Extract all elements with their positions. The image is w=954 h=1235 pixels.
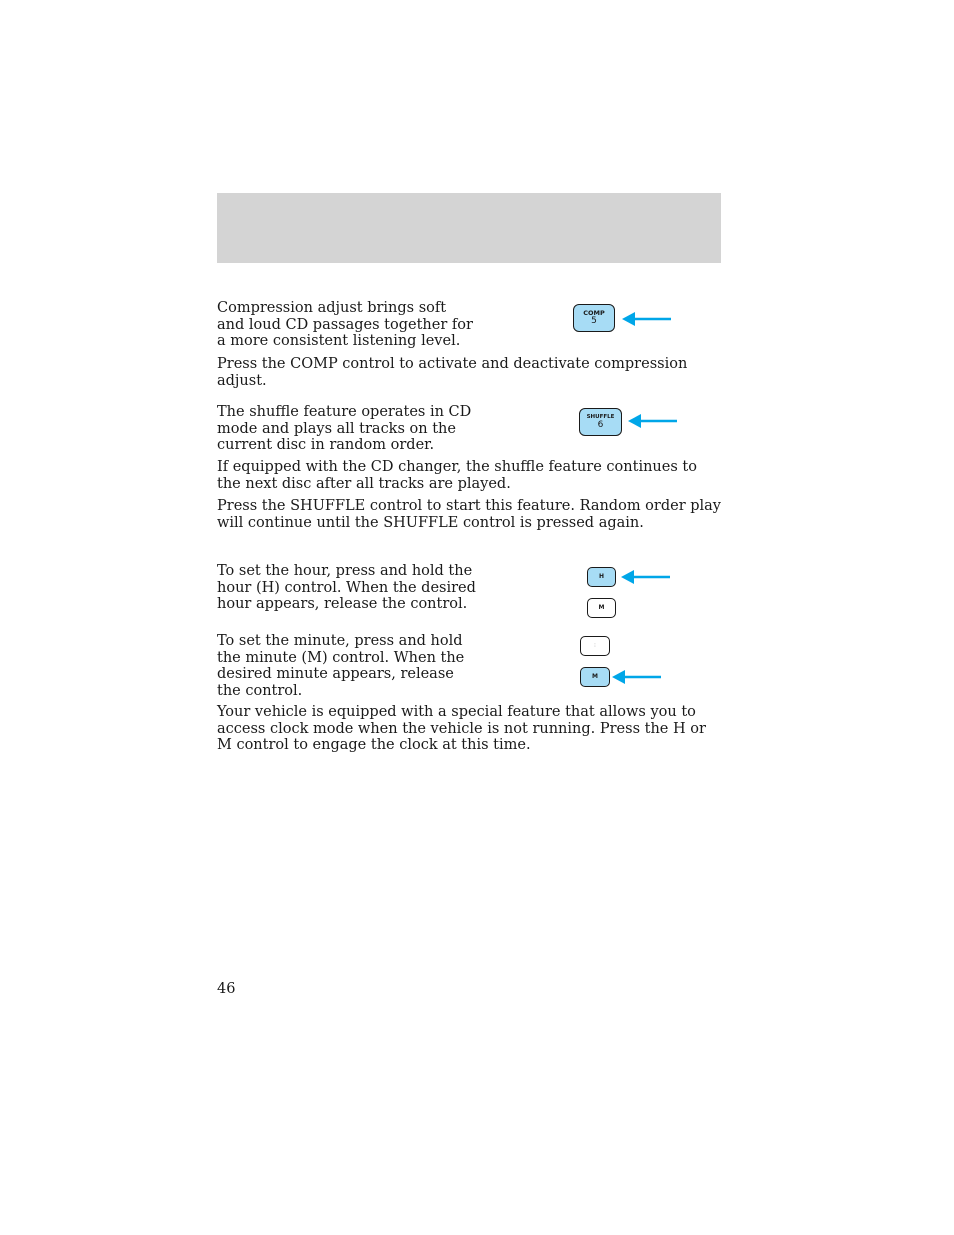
comp-5-button-illustration xyxy=(573,304,615,332)
hour-button-illustration xyxy=(587,567,616,587)
comp-instruction-text: Press the COMP control to activate and deactivate compression adjust. xyxy=(217,356,688,389)
comp-button-label: COMP xyxy=(583,309,605,317)
arrow-left-icon xyxy=(620,569,672,585)
shuffle-6-button-illustration xyxy=(579,408,622,436)
clock-hour-text: To set the hour, press and hold the hour (H) control. When the desired hour appears, release the control. xyxy=(217,563,476,612)
shuffle-button-number: 6 xyxy=(597,420,604,430)
minute-button-label: M xyxy=(598,604,605,611)
section-header-band xyxy=(217,193,721,263)
minute-button-lit-illustration xyxy=(580,667,610,687)
clock-special-feature-text: Your vehicle is equipped with a special feature that allows you to access clock mode when the vehicle is not running. Press the H or M control to engage the clock at this time. xyxy=(217,704,706,753)
shuffle-button-label: SHUFFLE xyxy=(586,414,615,420)
shuffle-changer-note: If equipped with the CD changer, the shuffle feature continues to the next disc after all tracks are played. xyxy=(217,459,697,492)
shuffle-instruction-text: Press the SHUFFLE control to start this feature. Random order play will continue until the SHUFFLE control is pressed again. xyxy=(217,498,721,531)
arrow-left-icon xyxy=(627,413,679,429)
comp-intro-text: Compression adjust brings soft and loud CD passages together for a more consistent listening level. xyxy=(217,300,473,349)
arrow-left-icon xyxy=(621,311,673,327)
page-number: 46 xyxy=(217,981,236,997)
hour-button-label: H xyxy=(598,573,605,580)
shuffle-intro-text: The shuffle feature operates in CD mode and plays all tracks on the current disc in random order. xyxy=(217,404,472,453)
arrow-left-icon xyxy=(611,669,663,685)
clock-minute-text: To set the minute, press and hold the minute (M) control. When the desired minute appears, release the control. xyxy=(217,633,465,699)
hour-button-faded-illustration: ⁝ xyxy=(580,636,610,656)
minute-button-illustration xyxy=(587,598,616,618)
minute-button-lit-label: M xyxy=(592,673,598,680)
comp-button-number: 5 xyxy=(591,316,597,326)
